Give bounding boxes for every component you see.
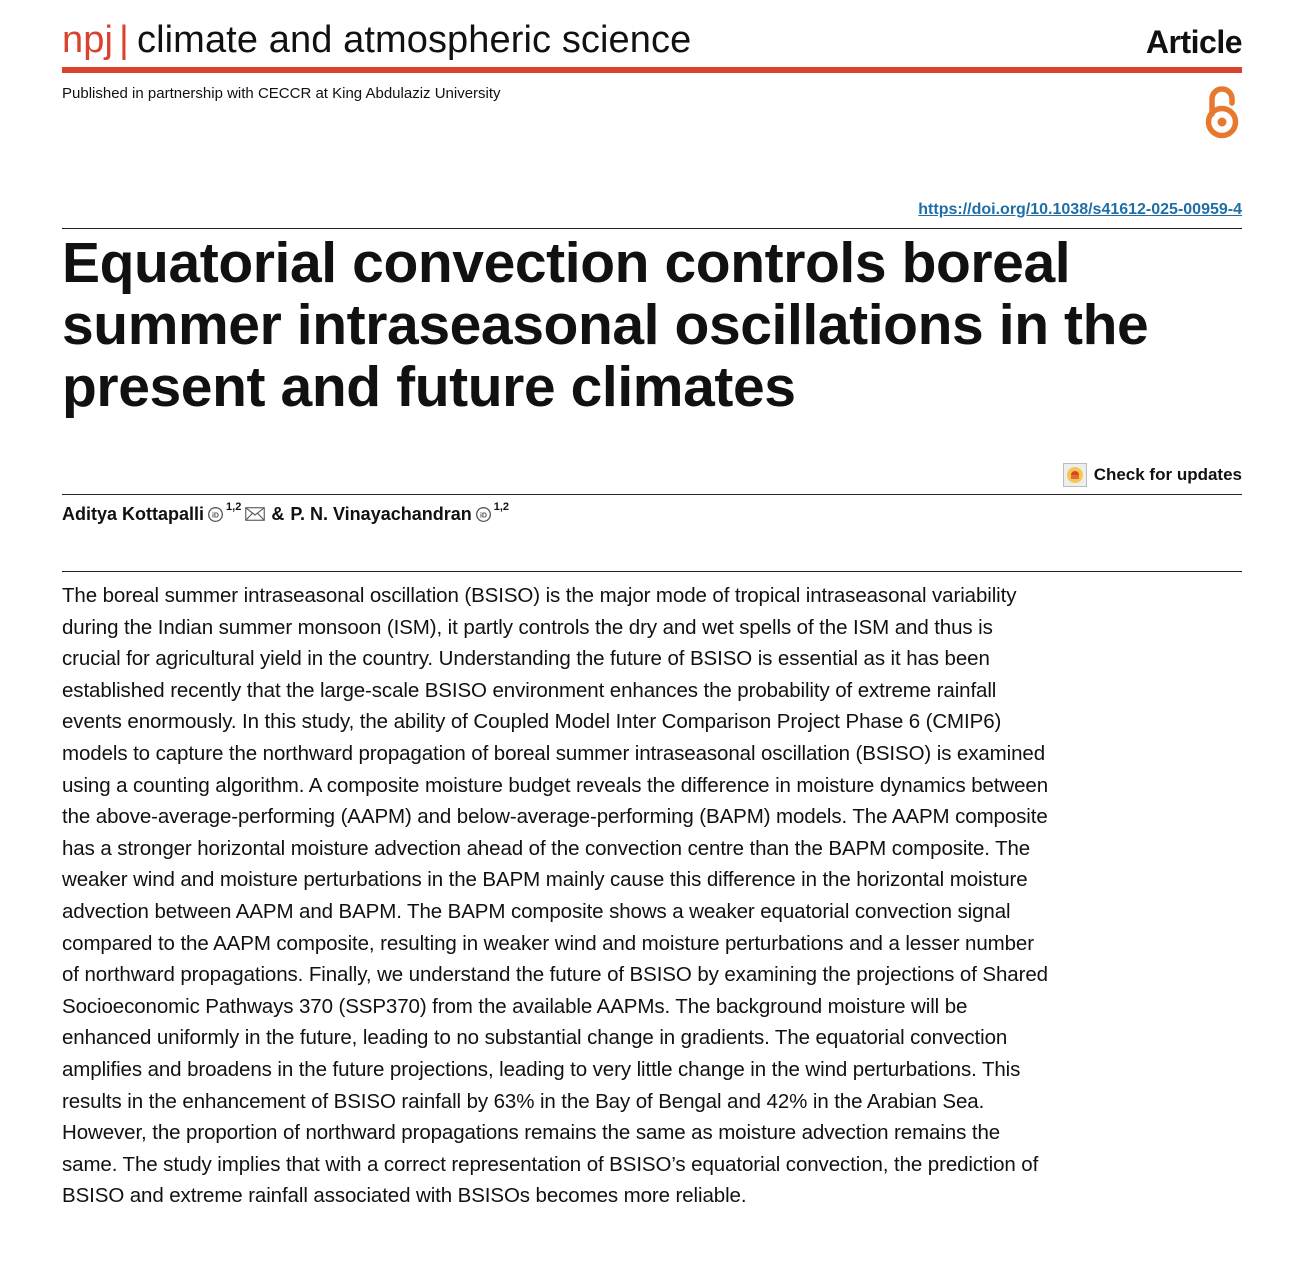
journal-separator: | xyxy=(119,19,129,61)
svg-text:iD: iD xyxy=(212,511,220,519)
abstract-text: The boreal summer intraseasonal oscillation (BSISO) is the major mode of tropical intraseasonal variability during the Indian summer monsoon (ISM), it partly controls the dry and wet spells of the ISM and thus is crucial for agricultural yield in the country. Understanding the future of BSISO is essential as it has been established recently that the large-scale BSISO environment enhances the probability of extreme rainfall events enormously. In this study, the ability of Coupled Model Inter Comparison Project Phase 6 (CMIP6) models to capture the northward propagation of boreal summer intraseasonal oscillation (BSISO) is examined using a counting algorithm. A composite moisture budget reveals the difference in moisture dynamics between the above-average-performing (AAPM) and below-average-performing (BAPM) models. The AAPM composite has a stronger horizontal moisture advection ahead of the convection centre than the BAPM composite. The weaker wind and moisture perturbations in the BAPM mainly cause this difference in the horizontal moisture advection between AAPM and BAPM. The BAPM composite shows a weaker equatorial convection signal compared to the AAPM composite, resulting in weaker wind and moisture perturbations and a lesser number of northward propagations. Finally, we understand the future of BSISO by examining the projections of Shared Socioeconomic Pathways 370 (SSP370) from the available AAPMs. The background moisture will be enhanced uniformly in the future, leading to no substantial change in gradients. The equatorial convection amplifies and broadens in the future projections, leading to very little change in the wind perturbations. This results in the enhancement of BSISO rainfall by 63% in the Bay of Bengal and 42% in the Arabian Sea. However, the proportion of northward propagations remains the same as moisture advection remains the same. The study implies that with a correct representation of BSISO’s equatorial convection, the prediction of BSISO and extreme rainfall associated with BSISOs becomes more reliable. xyxy=(62,584,1049,1208)
article-title: Equatorial convection controls boreal summer intraseasonal oscillations in the present and future climates xyxy=(62,231,1149,419)
email-icon[interactable] xyxy=(245,507,265,521)
orcid-icon[interactable] xyxy=(476,507,491,522)
journal-header[interactable] xyxy=(62,16,691,64)
journal-name: climate and atmospheric science xyxy=(137,19,692,61)
check-for-updates-button[interactable] xyxy=(1063,462,1242,488)
doi-link[interactable]: https://doi.org/10.1038/s41612-025-00959-4 xyxy=(918,201,1242,218)
partnership-line: Published in partnership with CECCR at King Abdulaziz University xyxy=(62,85,501,102)
header-divider xyxy=(62,67,1242,73)
author-affiliation: 1,2 xyxy=(226,501,242,513)
author-name[interactable]: P. N. Vinayachandran xyxy=(290,504,472,524)
abstract-top-rule xyxy=(62,571,1242,572)
open-access-lock-icon xyxy=(1203,84,1241,140)
author-list xyxy=(62,502,509,526)
author-separator: & xyxy=(271,504,285,524)
check-for-updates-icon xyxy=(1063,463,1087,487)
journal-prefix: npj xyxy=(62,19,114,61)
author-name[interactable]: Aditya Kottapalli xyxy=(62,504,205,524)
orcid-icon[interactable] xyxy=(208,507,223,522)
article-type-label: Article xyxy=(1145,24,1242,60)
author-affiliation: 1,2 xyxy=(493,501,510,513)
check-for-updates-label: Check for updates xyxy=(1093,465,1242,484)
svg-text:iD: iD xyxy=(479,511,487,519)
title-top-rule xyxy=(62,228,1242,229)
